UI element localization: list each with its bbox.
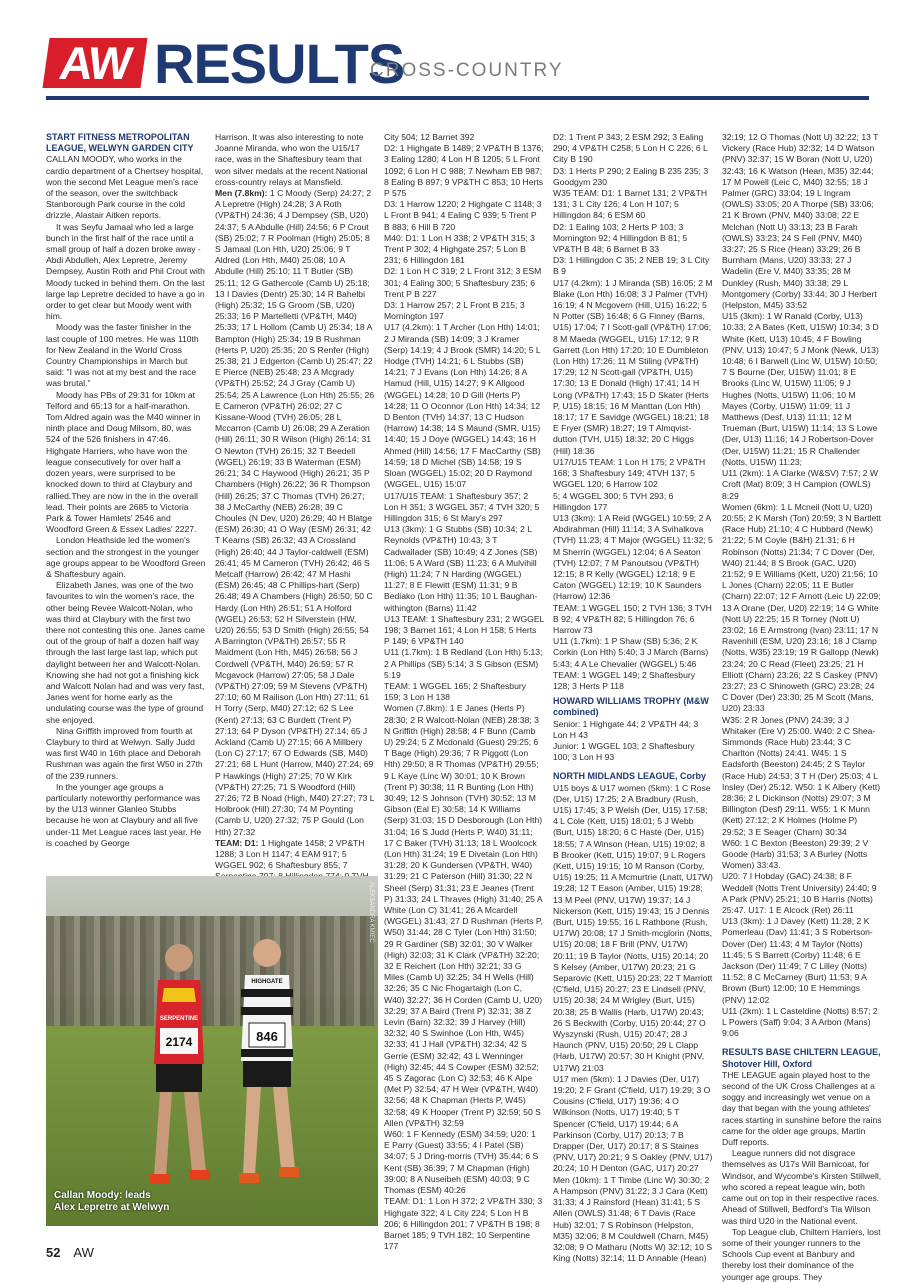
runner-striped-vest (231, 931, 303, 1196)
results-label: Men (7.8km): (215, 188, 268, 199)
caption-line: Alex Lepretre at Welwyn (54, 1202, 170, 1213)
runner-red-vest (144, 936, 214, 1196)
paragraph: Nina Griffith improved from fourth at Claybury to third at Welwyn. Sally Judd was first W40 in 16th place and Deborah Rushman was again the first W50 in 27th of the 239 runners. (46, 725, 203, 781)
column-5 (722, 132, 882, 1282)
subsection-heading: NORTH MIDLANDS LEAGUE, Corby (553, 771, 706, 782)
results-text: 32:19; 12 O Thomas (Nott U) 32:22; 13 T Vickery (Race Hub) 32:32; 14 D Watson (PNV) 32:37; 15 W Boran (Nott U, U20) 32:43; 16 K Watson (Hean, M35) 32:44; 17 M Powell (Leic C, M40) 32:55; 18 J Palmer (GRC) 33:04; 19 L Ingram (OWLS) 33:05; 20 A Thorpe (SB) 33:06; 21 K Brown (PNV, M40) 33:08; 22 E Mclchan (Nott U) 33:13; 23 B Farah (OWLS) 33:23; 24 S Fell (PNV, M40) 33:27; 25 S Rice (Hean) 33:29; 26 B Burnham (Mans, U20) 33:33; 27 J Wadelin (Ere V, M40) 33:35; 28 M Dunkley (Rush, M40) 33:38; 29 L Montgomery (Corby) 33:44; 30 J Herbert (Helpston, M45) 33:52 U15 (3km): 1 W Ranald (Corby, U13) 10:33; 2 A Bates (Kett, U15W) 10:34; 3 D White (Kett, U13) 10:45; 4 F Bowling (PNV, U13) 10:47; 5 J Monk (Newk, U13) 10:48; 6 I Barwell (Linc W, U15W) 10:50; 7 S Bourne (Der, U15W) 11:01; 8 E Brooks (Linc W, U15W) 11:05; 9 J Hughes (Notts, U15W) 11:06; 10 M Mayes (Corby, U15W) 11:09; 11 J Matthews (Desf, U13) 11:11; 12 M Trueman (Burt, U15W) 11:14; 13 S Lowe (Der, U13) 11:16; 14 J Robertson-Dover (Der, U15W) 11:21; 15 R Challender (Notts, U15W) 11:23; U11 (2km): 1 A Clarke (W&SV) 7:57; 2 W Croft (Mat) 8:09; 3 H Campion (OWLS) 8:29 Women (6km): 1 L Mcneil (Nott U, U20) 20:55; 2 K Marsh (Ton) 20:59; 3 N Bartlett (Race Hub) 21:10; 4 C Hubbard (Newk) 21:22; 5 M Coyle (B&H) 21:31; 6 H Robinson (Notts) 21:34; 7 C Dover (Der, W40) 21:44; 8 S Brook (GAC, U20) 21:52; 9 E Williams (Kett, U20) 21:56; 10 L Jones (Charn) 22:05; 11 E Butler (Charn) 22:07; 12 F Arnott (Leic U) 22:09; 13 A Orane (Der, U20) 22:19; 14 G White (Nott U) 22:25; 15 R Torney (Nott U) 23:02; 16 E Armstrong (Ivan) 23:11; 17 N Ravenhill (ESM, U20) 23:16; 18 J Clamp (Notts, W35) 23:19; 19 R Gallopp (Newk) 23:24; 20 C Read (Fleet) 23:25; 21 H Elliott (Charn) 23:26; 22 S Caskey (PNV) 23:27; 23 C Shinoweth (GRC) 23:28; 24 C Dover (Der) 23:30; 25 M Scott (Mans, U20) 23:33 W35: 2 R Jones (PNV) 24:39; 3 J Whitaker (Ere V) 25:00. W40: 2 C Shea-Simmonds (Race Hub) 23:44; 3 C Charlton (Notts) 24:41. W45: 1 S Eadsforth (Beeston) 24:45; 2 S Taylor (Race Hub) 24:53; 3 T H (Der) 25:03; 4 L Insley (Der) 25:12. W50: 1 K Albery (Kett) 28:36; 2 L Dickinson (Notts) 29:07; 3 M Billington (Desf) 29:11. W55: 1 K Munn (Kett) 27:12; 2 K Holmes (Holme P) 29:52; 3 E Seager (Charn) 30:34 W60: 1 C Bexton (Beeston) 29:39; 2 V Goode (Harb) 31:53; 3 A Burley (Notts Women) 33:43. U20: 7 I Hobday (GAC) 24:38; 8 F Weddell (Notts Trent University) 24:40; 9 A Park (PNV) 25:21; 10 B Harris (Notts) 25:47. U17: 1 E Alcock (Ret) 26:11 U13 (3km): 1 J Davey (Kett) 11:28; 2 K Pomerleau (Dav) 11:41; 3 S Robertson-Dover (Der) 11:43; 4 M Taylor (Notts) 11:45; 5 S Barrett (Corby) 11:48; 6 E Jackson (Der) 11:49; 7 C Lilley (Notts) 11:52; 8 C McCarney (Burt) 11:53; 9 A Brown (Burt) 12:00; 10 E Hemmings (PNV) 12:02 U11 (2km): 1 L Casteldine (Notts) 8:57; 2 L Powers (Saff) 9:04; 3 A Arbon (Mans) 9:06 (722, 132, 882, 1039)
subsection-heading: RESULTS BASE CHILTERN LEAGUE, Shotover Hill, Oxford (722, 1047, 881, 1069)
paragraph: Harrison. It was also interesting to note Joanne Miranda, who won the U15/17 race, was in the Shaftesbury team that won silver medals at the recent National cross-country relays at Mansfield. (215, 132, 368, 187)
results-text: U15 boys & U17 women (5km): 1 C Rose (Der, U15) 17:25; 2 A Bradbury (Rush, U15) 17:45; 3 P Welsh (Der, U15) 17:58; 4 L Cole (Kett, U15) 18:01; 5 J Webb (Burt, U15) 18:20; 6 C Haste (Der, U15) 18:55; 7 A Winson (Hean, U15) 19:02; 8 B Brooker (Kett, U15) 19:07; 9 L Rogers (Kett, U15) 19:15; 10 M Ranson (Corby, U15) 19:25; 11 A Mcmurtrie (Lnatt, U17W) 19:28; 12 T Eason (Amber, U15) 19:28; 13 M Peel (PNV, U17W) 19:37; 14 J Nickerson (Kett, U15) 19:43; 15 J Dennis (Burt, U15) 19:55; 16 L Rathbone (Rush, U17W) 20:08; 17 J Smith-mcglorin (Notts, U15) 20:08; 18 F Brill (PNV, U17W) 20:11; 19 B Taylor (Notts, U15) 20:14; 20 S Kelsey (Amber, U17W) 20:23; 21 G Separovic (Kett, U15) 20:23; 22 T Marriott (C'field, U15) 20:27; 23 E Lindsell (PNV, U15) 20:38; 24 M Wrigley (Burt, U15) 20:38; 25 B Wallis (Harb, U17W) 20:43; 26 S Beckwith (Corby, U15) 20:44; 27 O Wyszynski (Rush, U15) 20:47; 28 J Haunch (PNV, U15) 20:50; 29 L Clapp (Harb, U17W) 20:57; 30 H Knight (PNV, U17W) 21:03 U17 men (5km): 1 J Davies (Der, U17) 19:20; 2 F Grant (C'field, U17) 19:29; 3 O Cousins (C'field, U17) 19:36; 4 O Wilkinson (Notts, U17) 19:40; 5 T Spencer (C'field, U17) 19:44; 6 A Parkinson (Corby, U17) 20:13; 7 B Drapper (Der, U17) 20:17; 8 S Staines (PNV, U17) 20:21; 9 S Oakley (PNV, U17) 20:24; 10 H Denton (GAC, U17) 20:27 Men (10km): 1 T Timbe (Linc W) 30:30; 2 A Hampson (PNV) 31:22; 3 J Cara (Kett) 31:33; 4 J Rainsford (Hean) 31:41; 5 S Allen (OWLS) 31:48; 6 T Davis (Race Hub) 32:01; 7 S Robinson (Helpston, M35) 32:06; 8 M Couldwell (Charn, M45) 32:08; 9 O Matharu (Notts W) 32:12; 10 S King (Notts) 32:14; 11 D Annable (Hean) (553, 782, 713, 1264)
column-1 (46, 132, 206, 872)
paragraph: Moody has PBs of 29:31 for 10km at Telford and 65:13 for a half-marathon. Tom Aldred again was the M40 winner in ninth place and Doug Milsom, 80, was 524 of the 526 finishers in 47:46. Highgate Harriers, who have won the league consecutively for over half a dozen years, were surprised to be knocked down to third at Claybury and rallied.They are now in the in the overall lead. Their points are 2685 to Victoria Park & Tower Hamlets' 2546 and Woodford Green & Essex Ladies' 2227. (46, 389, 201, 535)
caption-line: Callan Moody: leads (54, 1190, 151, 1201)
race-photo (46, 876, 378, 1226)
page-title: RESULTS (154, 32, 405, 95)
results-text: 1 Highgate 1458; 2 VP&TH 1288; 3 Lon H 1147; 4 EAM 917; 5 WGGEL 902; 6 Shaftesbury 855; 7 (215, 837, 365, 871)
results-text: City 504; 12 Barnet 392 D2: 1 Highgate B 1489; 2 VP&TH B 1376; 3 Ealing 1280; 4 Lon H B 1205; 5 L Front 1092; 6 Lon H C 988; 7 Newham EB 987; 8 Ealing B 897; 9 VP&TH C 853; 10 Herts P 575 D3: 1 Harrow 1220; 2 Highgate C 1148; 3 L Front B 941; 4 Ealing C 939; 5 Trent P B 883; 6 Hill B 720 M40: D1: 1 Lon H 338; 2 VP&TH 315; 3 Trent P 302; 4 Highgate 257; 5 Lon B 231; 6 Hillingdon 181 D2: 1 Lon H C 319; 2 L Front 312; 3 ESM 301; 4 Ealing 300; 5 Shaftesbury 235; 6 Trent P B 227 D3: 1 Harrow 257; 2 L Front B 215; 3 Mornington 197 U17 (4.2km): 1 T Archer (Lon Hth) 14:01; 2 J Miranda (SB) 14:09; 3 J Kramer (Serp) 14:19; 4 J Brook (SMR) 14:20; 5 L Hodge (TVH) 14:21; 6 L Stubbs (SB) 14:21; 7 J Evans (Lon Hth) 14:26; 8 A Hamud (Hill, U15) 14:27; 9 K Allgood (WGGEL) 14:28; 10 D Gill (Herts P) 14:28; 11 O Oconnor (Lon Hth) 14:34; 12 D Benton (TVH) 14:37; 13 C Hudson (Harrow) 14:38; 14 S Maund (SMR, U15) 14:40; 15 J Doye (WGGEL) 14:43; 16 H Ahmed (Hill) 14:56; 17 F MacCarthy (SB) 14:59; 18 D Michel (SB) 14:58; 19 S Sloan (WGGEL) 15:02; 20 D Raymond (WGGEL, U15) 15:07 U17/U15 TEAM: 1 Shaftesbury 357; 2 Lon H 351; 3 WGGEL 357; 4 TVH 320; 5 Hillingdon 315; 6 St Mary's 297 U13 (3km): 1 G Stubbs (SB) 10:34; 2 L Reynolds (VP&TH) 10:43; 3 T Cadwallader (SB) 10:49; 4 Z Jones (SB) 11:06; 5 A Ward (SB) 11:23; 6 A Mulvihill (High) 11:24; 7 N Harding (WGGEL) 11:27; 8 E Flewitt (ESM) 11:31; 9 B Bediako (Lon Hth) 11:35; 10 L Baughan-withington (Barns) 11:42 U13 TEAM: 1 Shaftesbury 231; 2 WGGEL 198; 3 Barnet 161; 4 Lon H 158; 5 Herts P 149; 6 VP&TH 140 U11 (1.7km): 1 B Redland (Lon Hth) 5:13; 2 A Phillips (SB) 5:14; 3 S Gibson (ESM) 5:19 TEAM: 1 WGGEL 165; 2 Shaftesbury 159; 3 Lon H 138 Women (7.8km): 1 E Janes (Herts P) 28:30; 2 R Walcott-Nolan (NEB) 28:38; 3 N Griffith (High) 28:58; 4 F Bunn (Camb U) 29:24; 5 Z Mcdonald (Guest) 29:25; 6 T Bage (High) 29:36; 7 R Piggott (Lon Hth) 29:50; 8 R Thomas (VP&TH) 29:55; 9 L Kaye (Linc W) 30:01; 10 K Brown (Trent P) 30:38; 11 R Bunting (Lon Hth) 30:49; 12 S Johnson (TVH) 30:52; 13 M Gibson (Eal E) 30:58; 14 K Williams (Serp) 31:03; 15 D Desborough (Lon Hth) 31:04; 16 S Judd (Herts P, W40) 31:11; 17 C Baker (TVH) 31:13; 18 L Woolcock (Lon Hth) 31:24; 19 E Divetain (Lon Hth) 31:28; 20 K Gundersen (VP&TH, W40) 31:29; 21 C Paterson (Hill) 31:30; 22 N Sheel (Serp) 31:31; 23 E Jeanes (Trent P) 31:33; 24 L Thraves (High) 31:40; 25 A White (Lon C) 31:41; 26 A Mcardell (WGGEL) 31:43; 27 D Rushman (Herts P, W50) 31:44; 28 C Tyler (Lon Hth) 31:50; 29 R Gardiner (SB) 32:01; 30 V Walker (High) 32:03; 31 K Clark (VP&TH) 32:20; 32 E Reichert (Lon Hth) 32:21; 33 G Miles (Camb U) 32:25; 34 H Wells (Hill) 32:26; 35 C Nic Fhogartaigh (Lon C, W40) 32:27; 36 H Corden (Camb U, U20) 32:29; 37 A Baird (Trent P) 32:31; 38 Z Levin (Barn) 32:32; 39 J Harvey (Hill) 32:32; 40 S Swinhoe (Lon Hth, W45) 32:33; 41 J Hall (VP&TH) 32:34; 42 S Gerrie (ESM) 32:42; 43 L Wenninger (High) 32:45; 44 S Cowper (ESM) 32:52; 45 S Zagorac (Lon C) 32:53; 46 K Alpe (Met P) 32:54; 47 H Weir (VP&TH, W40) 32:56; 48 K Chapman (Herts P, W45) 32:58; 49 K Hooper (Trent P) 32:59; 50 S Allen (VP&TH) 32:59 W60: 1 F Kennedy (ESM) 34:59; U20: 1 E Parry (Guest) 33:55; 4 I Patel (SB) 34:07; 5 J Dring-morris (TVH) 35:44; 6 S Kent (SB) 36:39; 7 M Chapman (High) 39:00; 8 A Nuseibeh (ESM) 40:03; 9 C Thomas (ESM) 40:26 TEAM: D1: 1 Lon H 372; 2 VP&TH 330; 3 Highgate 322; 4 L City 224; 5 Lon H B 206; 6 Hillingdon 201; 7 VP&TH B 198; 8 Barnet 185; 9 TVH 182; 10 Serpentine 177 (384, 132, 545, 1252)
aw-logo: AW (42, 38, 147, 88)
subsection-heading: HOWARD WILLIAMS TROPHY (M&W combined) (553, 696, 709, 718)
paragraph: It was Seyfu Jamaal who led a large bunch in the first half of the race until a small group of half a dozen broke away - Abdi Abdulleh, Alex Lepretre, Jeremy Dempsey, Austin Roth and Phil Crout with Moody tucked in behind them. On the last large lap Lepretre decided to have a go in order to get clear but Moody went with him. (46, 221, 205, 322)
paragraph: League runners did not disgrace themselves as U17s Will Barnicoat, for Windsor, and Wycombe's Kirsten Stillwell, who scored a repeat league win, both came out on top in their respective races. Ahead of Stillwell, Bedford's Tia Wilson was third U20 in the National event. (722, 1148, 882, 1226)
paragraph: Top League club, Chiltern Harriers, lost some of their younger runners to the Schools Cup event at Banbury and thereby lost their dominance of the younger age groups. They (722, 1226, 881, 1282)
paragraph: London Heathside led the women's section and the strongest in the younger age groups appear to be Woodford Green & Shaftesbury again. (46, 535, 206, 579)
photo-caption (54, 1190, 169, 1214)
results-text: Senior: 1 Highgate 44; 2 VP&TH 44; 3 Lon H 43 Junior: 1 WGGEL 103; 2 Shaftesbury 100; 3 Lon H 93 (553, 718, 699, 763)
header-rule (46, 96, 869, 100)
column-2 (215, 132, 375, 872)
bib-number: 846 (256, 1029, 278, 1044)
section-title: CROSS-COUNTRY (370, 60, 564, 81)
results-text: 1 C Moody (Serp) 24:27; 2 A Lepretre (High) 24:28; 3 A Roth (VP&TH) 24:36; 4 J Dempsey (SB, U20) 24:37; 5 A Abdulle (Hill) 24:56; 6 P Crout (SB) 25:02; 7 R Poolman (High) 25:05; 8 S Jamaal (Lon Hth, U20) 25:06; 9 T Aldred (Lon Hth, M40) 25:08; 10 A Abdulle (Hill) 25:10; 11 T Butler (SB) 25:11; 12 G Gathercole (Camb U) 25:18; 13 I Davies (Dentr) 25:30; 14 R Bahelbi (High) 25:32; 15 G Groom (SB, U20) 25:33; 16 P Martelletti (VP&TH, M40) 25:33; 17 L Hollom (Camb U) 25:34; 18 A Bampton (High) 25:34; 19 B Rushman (Herts P, U20) 25:35; 20 S Renfer (High) 25:38; 21 J Edgerton (Camb U) 25:47; 22 E Pierce (NEB) 25:48; 23 A Mcgrady (VP&TH) 25:52; 24 J Gray (Camb U) 25:54; 25 A Lawrence (Lon Hth) 25:55; 26 E Cameron (VP&TH) 26:02; 27 C Kissane-Wood (TVH) 26:05; 28 L Mccarron (Camb U) 26:08; 29 A Zeration (Hill) 26:11; 30 R Wilson (High) 26:14; 31 O Newton (TVH) 26:15; 32 T Beedell (WGEL) 26:19; 33 B Waterman (ESM) 26:21; 34 C Haywood (High) 26:21; 35 P Chambers (High) 26:22; 36 R Thompson (Hill) 26:25; 37 C Thomas (TVH) 26:27; 38 J McCarthy (NEB) 26:28; 39 C Choules (N Dev, U20) 26:29; 40 H Blatge (ESM) 26:30; 41 O Way (ESM) 26:31; 42 T Kearns (SB) 26:32; 43 A Crossland (High) 26:40; 44 J Taylor-caldwell (ESM) 26:41; 45 M Cameron (TVH) 26:42; 46 S Metcalf (Harrow) 26:42; 47 M Hashi (ESM) 26:45; 48 C Phillips-hart (Serp) 26:48; 49 A Chambers (High) 26:50; 50 C Hardy (Lon Hth) 26:51; 51 A Holford (WGEL) 26:53; 52 H Silverstein (HW, U20) 26:55; 53 D Smith (High) 26:55; 54 A Barrington (VP&TH) 26:57; 55 R Maidment (Lon Hth, M45) 26:58; 56 J Cordwell (VP&TH, M40) 26:59; 57 R Mcgavock (Harrow) 27:05; 58 J Dale (VP&TH) 27:09; 59 M Stevens (VP&TH) 27:10; 60 M Railison (Lon Hth) 27:11; 61 H Torry (Serp, M40) 27:12; 62 S Lee (Kent) 27:13; 63 C Burdett (Trent P) 27:13; 64 P Dyson (VP&TH) 27:14; 65 J Ackland (Camb U) 27:15; 66 A Millbery (Lon C) 27:17; 67 O Edwards (SB, M40) 27:21; 68 L Hunt (Harrow, M40) 27:24; 69 P Hawkings (High) 27:25; 70 W Kirk (VP&TH) 27:25; 71 S Woodford (Hill) 27:26; 72 B Noad (High, M40) 27:27; 73 L Holbrook (Hill) 27:30; 74 M Poynting (Camb U, U20) 27:32; 75 P Gould (Lon Hth) 27:32 (215, 188, 375, 837)
page-footer (46, 1245, 94, 1260)
paragraph: In the younger age groups a particularly noteworthy performance was by the U13 winner Glanleo Stubbs because he won at Claybury and all five under-11 Met League races last year. He is coached by George (46, 781, 202, 848)
magazine-name: AW (73, 1245, 94, 1260)
club-name: HIGHGATE (251, 979, 283, 985)
paragraph: THE LEAGUE again played host to the second of the UK Cross Challenges at a soggy and increasingly wet venue on a day that began with the young athletes' races starting in sunshine before the rains came for the older age groups, Martin Duff reports. (722, 1069, 882, 1148)
column-4 (553, 132, 713, 1264)
article-heading: START FITNESS METROPOLITAN LEAGUE, WELWYN GARDEN CITY (46, 132, 194, 154)
paragraph: CALLAN MOODY, who works in the cardio department of a Chertsey hospital, won the second Met League men's race of the season, over the switchback Stanborough Park course in the cold drizzle, Alastair Aitken reports. (46, 154, 204, 221)
paragraph: Moody was the faster finisher in the last couple of 100 metres. He was 110th for New Zealand in the World Cross Country Championships in March but said: "I was not at my best and the race was brutal." (46, 322, 199, 389)
results-men (215, 188, 375, 838)
results-label: TEAM: D1: (215, 837, 259, 848)
page-number: 52 (46, 1245, 61, 1260)
masthead (46, 30, 869, 98)
photo-credit: ALEKSANDRA KMIEC (368, 882, 374, 943)
paragraph: Elizabeth Janes, was one of the two favourites to win the women's race, the other being Revee Walcott-Nolan, who was third at Claybury with the first two there not contesting this one. Janes came out of the group of half a dozen half way through the last large last lap, which put daylight between her and Walcott-Nolan. Knowing she had not got a finishing kick and Walcott Nolan had and was very fast, Janes went for home early as the undulating course was the type of ground she enjoyed. (46, 580, 206, 725)
club-name: SERPENTINE (159, 1016, 199, 1022)
results-text: D2: 1 Trent P 343; 2 ESM 292; 3 Ealing 290; 4 VP&TH C258; 5 Lon H C 226; 6 L City B 190 D3: 1 Herts P 290; 2 Ealing B 235 235; 3 Goodgym 230 W35 TEAM: D1: 1 Barnet 131; 2 VP&TH 131; 3 L City 126; 4 Lon H 107; 5 Hillingdon 84; 6 ESM 60 D2: 1 Ealing 103; 2 Herts P 103; 3 Mornington 92; 4 Hillingdon B 81; 5 VP&TH B 48; 6 Barnet B 33 D3: 1 Hillingdon C 35; 2 NEB 19; 3 L City B 9 U17 (4.2km): 1 J Miranda (SB) 16:05; 2 M Blake (Lon Hth) 16:08; 3 J Palmer (TVH) 16:19; 4 N Mcgovern (Hill, U15) 16:22; 5 N Potter (SB) 16:48; 6 G Finney (Barns, U15) 17:04; 7 I Scott-gall (VP&TH) 17:06; 8 M Maeda (WGGEL, U15) 17:12; 9 R Garrett (Lon Hth) 17:20; 10 E Dumbleton (Lon Hth) 17:26; 11 M Stiling (VP&TH) 17:29; 12 N Scott-gall (VP&TH, U15) 17:30; 13 E Donald (High) 17:41; 14 H Long (VP&TH) 17:43; 15 D Skater (Herts P, U15) 18:15; 16 M Manttan (Lon Hth) 18:17; 17 E Savidge (WGGEL) 18:21; 18 E Fryer (SMR) 18:27; 19 T Almqvist-dutton (TVH, U15) 18:32; 20 C Higgs (Hill) 18:36 U17/U15 TEAM: 1 Lon H 175; 2 VP&TH 168; 3 Shaftesbury 149; 4TVH 137; 5 WGGEL 120; 6 Harrow 102 5; 4 WGGEL 300; 5 TVH 293; 6 Hillingdon 177 U13 (3km): 1 A Reid (WGGEL) 10:59; 2 A Abdirahman (Hill) 11:14; 3 A Svihalkova (TVH) 11:23; 4 T Major (WGGEL) 11:32; 5 M Sherrin (WGGEL) 12:04; 6 A Seaton (TVH) 12:07; 7 M Panoutsou (VP&TH) 12:15; 8 R Kelly (WGGEL) 12:18; 9 E Caton (WGGEL) 12:19; 10 K Saunders (Harrow) 12:36 TEAM: 1 WGGEL 150; 2 TVH 136; 3 TVH B 92; 4 VP&TH 82; 5 Hillingdon 76; 6 Harrow 73 U11 (1.7km): 1 P Shaw (SB) 5:36; 2 K Corkin (Lon Hth) 5:40; 3 J March (Barns) 5:43; 4 A Le Chevalier (WGGEL) 5:46 TEAM: 1 WGGEL 149; 2 Shaftesbury 128; 3 Herts P 118 (553, 132, 713, 691)
bib-number: 2174 (165, 1035, 193, 1049)
column-3 (384, 132, 545, 1252)
